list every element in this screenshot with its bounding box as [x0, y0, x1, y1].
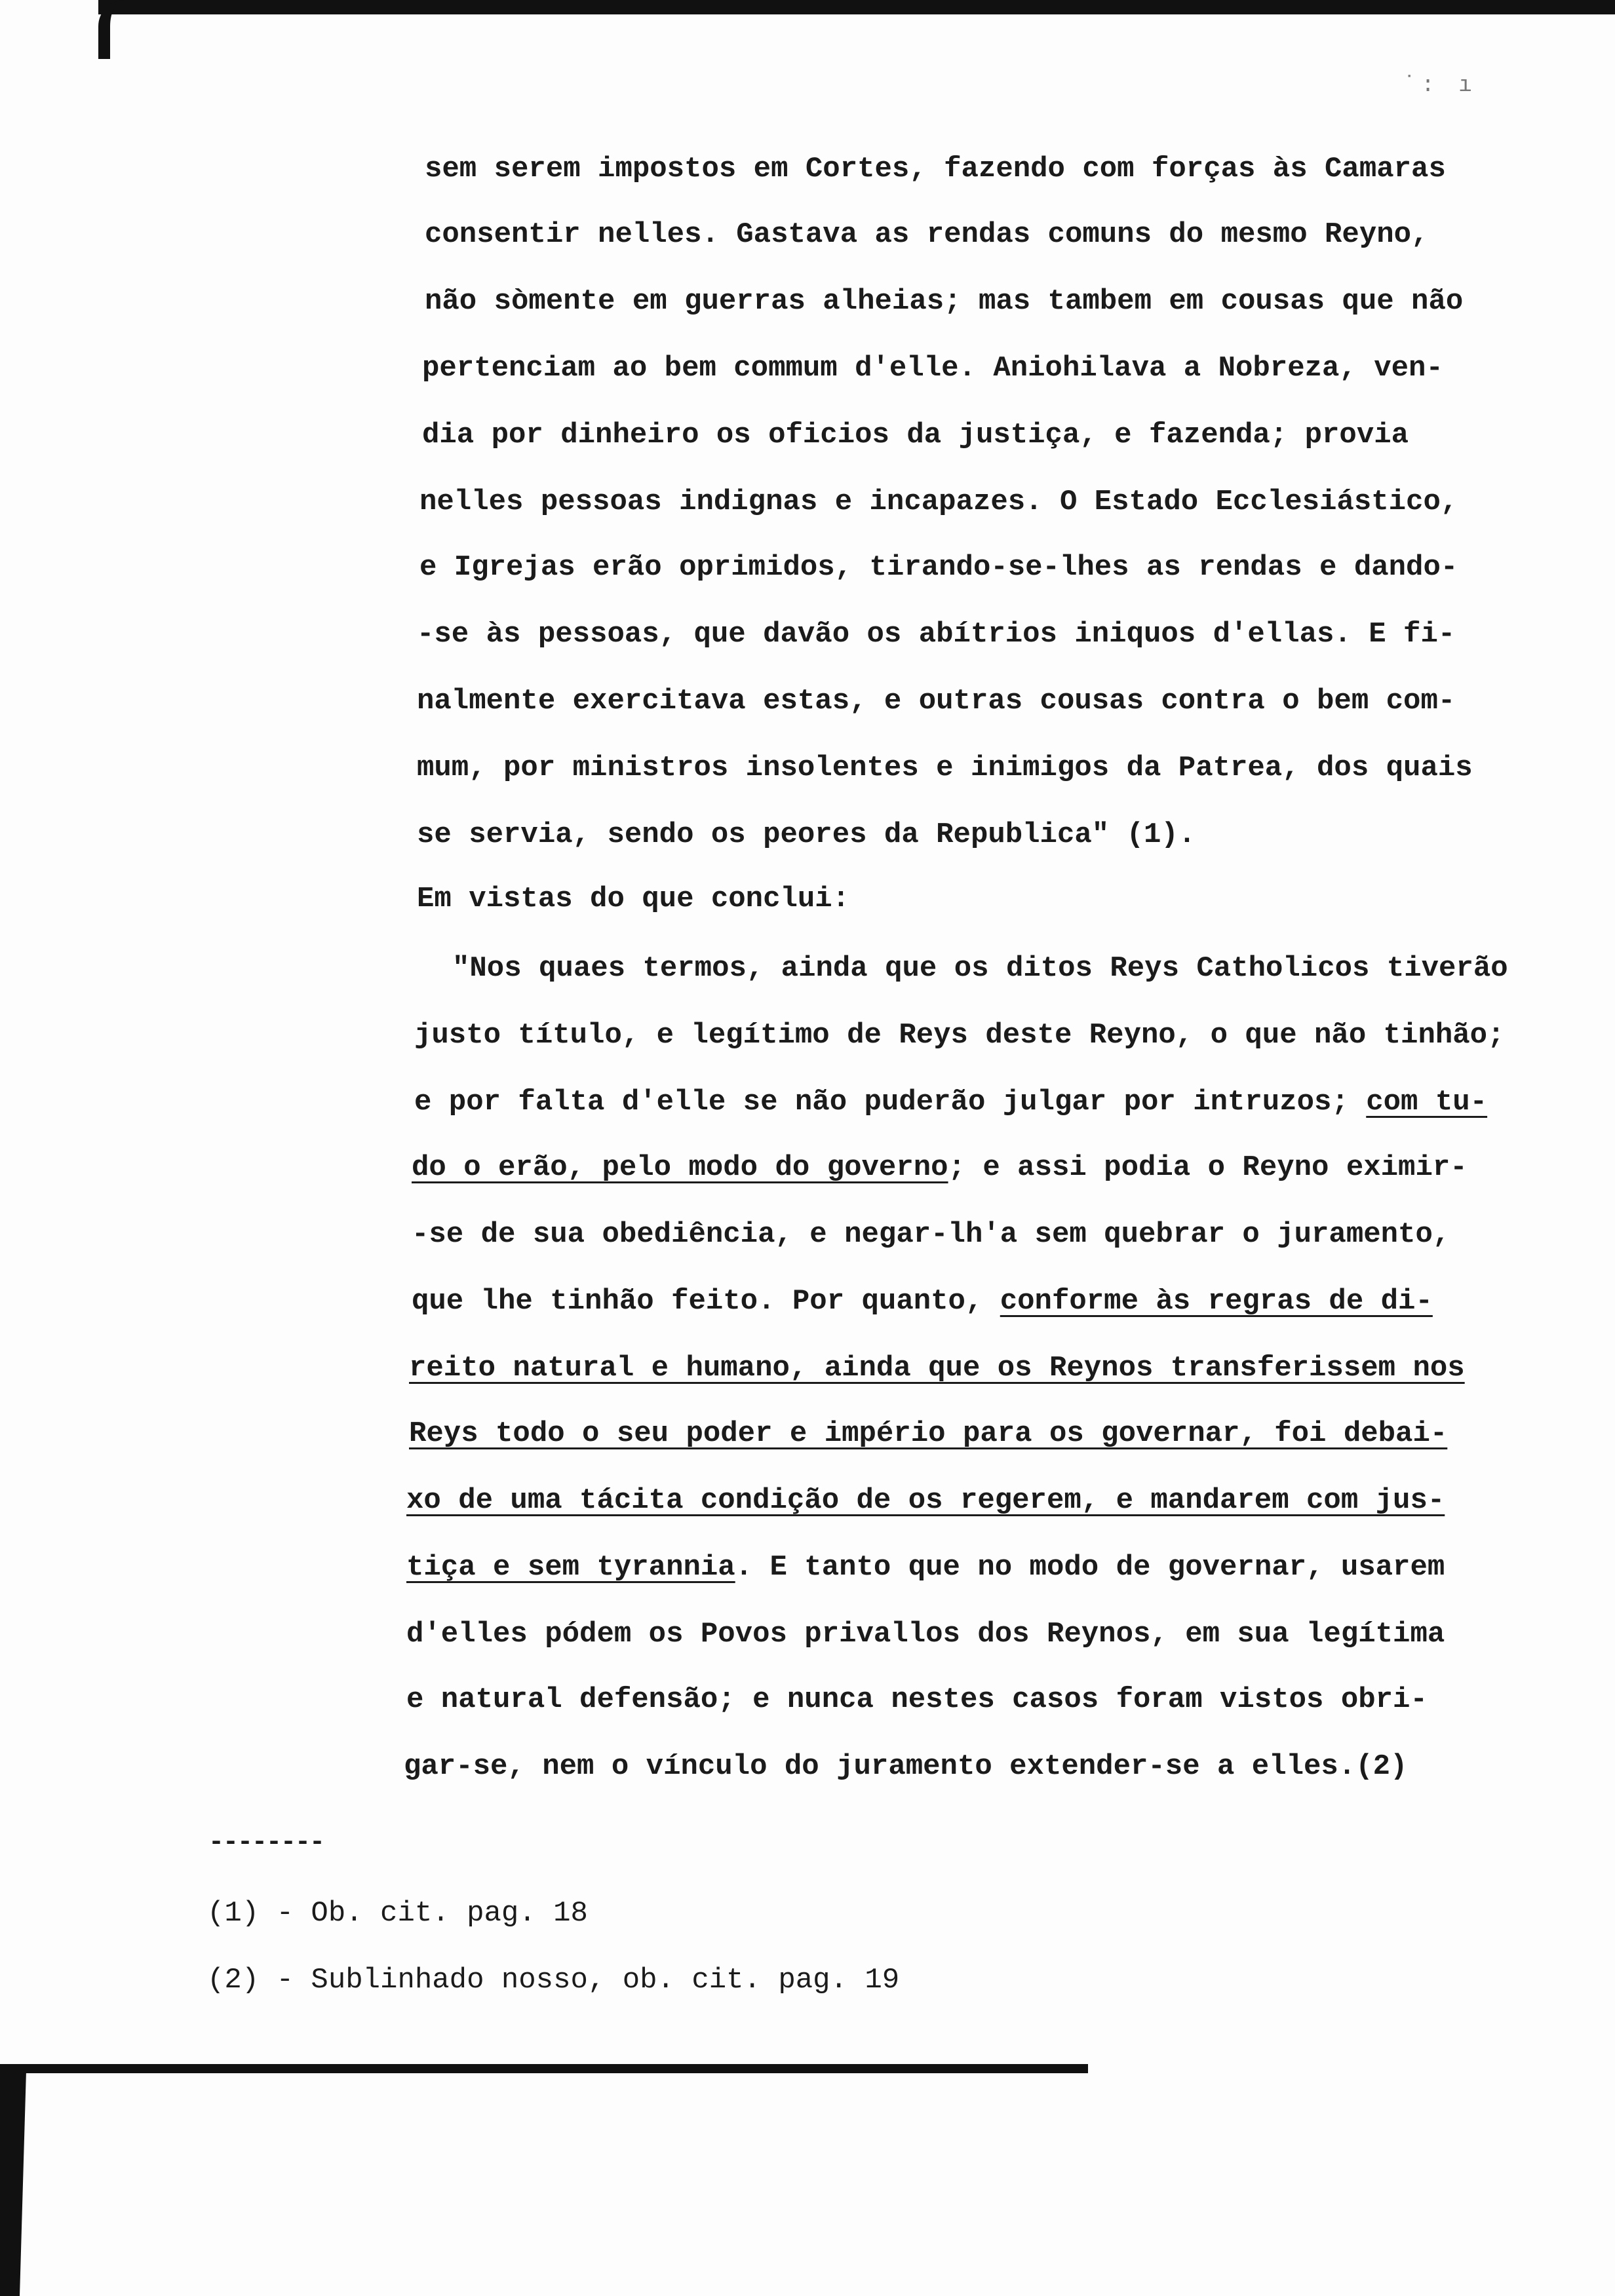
text-line: do o erão, pelo modo do governo; e assi podia o Reyno eximir-: [412, 1151, 1468, 1184]
scan-edge-top: [98, 0, 1615, 14]
corner-marks: ˙: ı: [1403, 73, 1477, 98]
text-line: que lhe tinhão feito. Por quanto, conforme às regras de di-: [412, 1285, 1433, 1318]
text-line: [406, 1483, 1445, 1518]
text-line: -se às pessoas, que davão os abítrios iniquos d'ellas. E fi-: [417, 618, 1456, 651]
text-line: justo título, e legítimo de Reys deste Reyno, o que não tinhão;: [414, 1019, 1505, 1052]
underlined-text: reito natural e humano, ainda que os Reynos transferissem nos: [409, 1352, 1465, 1385]
underlined-text: conforme às regras de di-: [1000, 1285, 1433, 1318]
text-line: sem serem impostos em Cortes, fazendo com forças às Camaras: [425, 153, 1446, 185]
scan-edge-bottom-left: [0, 2071, 26, 2296]
text-line: [409, 1351, 1465, 1385]
text-line: consentir nelles. Gastava as rendas comuns do mesmo Reyno,: [425, 218, 1429, 251]
text-line: e por falta d'elle se não puderão julgar por intruzos; com tu-: [414, 1086, 1488, 1119]
text-line: [409, 1417, 1447, 1451]
underlined-text: tiça e sem tyrannia: [406, 1551, 735, 1584]
underlined-text: xo de uma tácita condição de os regerem, e mandarem com jus-: [406, 1484, 1445, 1517]
text-line: nalmente exercitava estas, e outras cousas contra o bem com-: [417, 685, 1456, 718]
text-line: pertenciam ao bem commum d'elle. Aniohilava a Nobreza, ven-: [422, 352, 1443, 385]
text-line: nelles pessoas indignas e incapazes. O Estado Ecclesiástico,: [419, 486, 1458, 518]
footnote: (2) - Sublinhado nosso, ob. cit. pag. 19: [207, 1964, 900, 1997]
text-line: se servia, sendo os peores da Republica" (1).: [417, 818, 1196, 851]
underlined-text: do o erão, pelo modo do governo: [412, 1151, 948, 1184]
text-line: mum, por ministros insolentes e inimigos da Patrea, dos quais: [417, 752, 1473, 784]
underlined-text: Reys todo o seu poder e império para os governar, foi debai-: [409, 1417, 1448, 1450]
text-line: tiça e sem tyrannia. E tanto que no modo de governar, usarem: [406, 1551, 1445, 1584]
text-line: gar-se, nem o vínculo do juramento extender-se a elles.(2): [404, 1750, 1408, 1783]
text-line: -se de sua obediência, e negar-lh'a sem quebrar o juramento,: [412, 1218, 1450, 1251]
scan-edge-bottom: [0, 2064, 1088, 2073]
text-line: Em vistas do que conclui:: [417, 883, 850, 915]
text-line: e natural defensão; e nunca nestes casos foram vistos obri-: [406, 1683, 1428, 1716]
text-line: não sòmente em guerras alheias; mas tambem em cousas que não: [425, 285, 1464, 318]
underlined-text: com tu-: [1366, 1086, 1488, 1119]
footnote-separator: --------: [208, 1828, 324, 1858]
text-line: e Igrejas erão oprimidos, tirando-se-lhes as rendas e dando-: [419, 551, 1458, 584]
text-line: dia por dinheiro os oficios da justiça, e fazenda; provia: [422, 419, 1409, 451]
footnote: (1) - Ob. cit. pag. 18: [207, 1897, 588, 1930]
text-line: "Nos quaes termos, ainda que os ditos Reys Catholicos tiverão: [452, 952, 1508, 985]
text-line: d'elles pódem os Povos privallos dos Reynos, em sua legítima: [406, 1618, 1445, 1651]
